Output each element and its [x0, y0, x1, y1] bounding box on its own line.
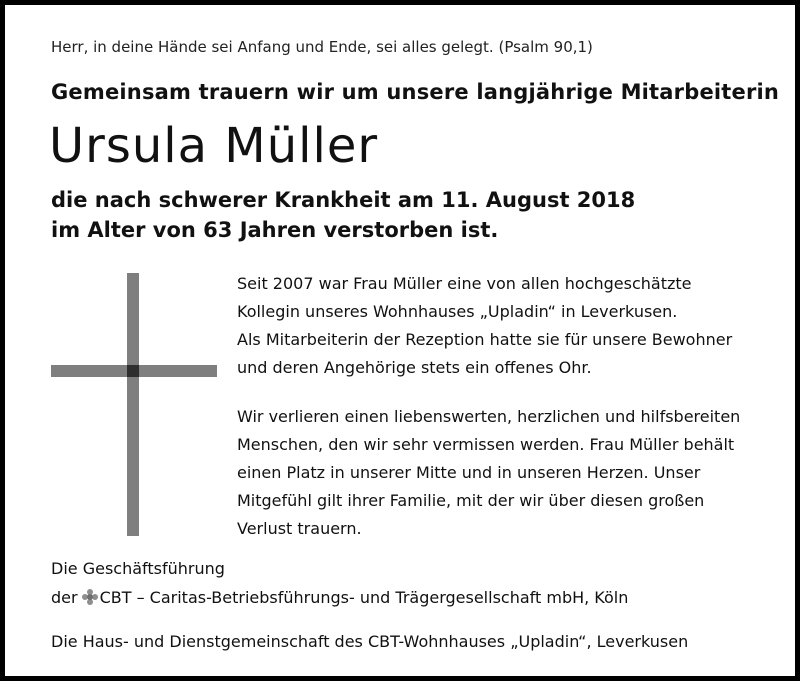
text-line: Kollegin unseres Wohnhauses „Upladin“ in Leverkusen.	[237, 302, 678, 321]
intro-heading: Gemeinsam trauern wir um unsere langjährige Mitarbeiterin	[51, 80, 780, 104]
text-line: Mitgefühl gilt ihrer Familie, mit der wir über diesen großen	[237, 491, 705, 510]
signature-company-name: CBT – Caritas-Betriebsführungs- und Trägergesellschaft mbH, Köln	[99, 588, 629, 607]
psalm-quote: Herr, in deine Hände sei Anfang und Ende, sei alles gelegt. (Psalm 90,1)	[51, 38, 593, 56]
text-line: Seit 2007 war Frau Müller eine von allen hochgeschätzte	[237, 274, 692, 293]
caritas-flower-logo-icon	[82, 589, 98, 605]
signature-prefix: der	[51, 588, 78, 607]
text-line: Als Mitarbeiterin der Rezeption hatte sie für unsere Bewohner	[237, 330, 733, 349]
text-line: Verlust trauern.	[237, 519, 362, 538]
text-line: Menschen, den wir sehr vermissen werden. Frau Müller behält	[237, 435, 735, 454]
signature-management: Die Geschäftsführung	[51, 559, 225, 578]
deceased-name: Ursula Müller	[49, 118, 379, 174]
tribute-paragraph-2	[237, 403, 740, 543]
death-line: im Alter von 63 Jahren verstorben ist.	[51, 218, 499, 242]
text-line: einen Platz in unserer Mitte und in unseren Herzen. Unser	[237, 463, 701, 482]
cross-icon	[51, 273, 217, 536]
signature-company	[51, 588, 628, 607]
text-line: und deren Angehörige stets ein offenes Ohr.	[237, 358, 592, 377]
death-statement	[51, 185, 635, 245]
signature-community: Die Haus- und Dienstgemeinschaft des CBT-Wohnhauses „Upladin“, Leverkusen	[51, 632, 689, 651]
text-line: Wir verlieren einen liebenswerten, herzlichen und hilfsbereiten	[237, 407, 741, 426]
death-line: die nach schwerer Krankheit am 11. August 2018	[51, 188, 636, 212]
tribute-paragraph-1	[237, 270, 732, 382]
